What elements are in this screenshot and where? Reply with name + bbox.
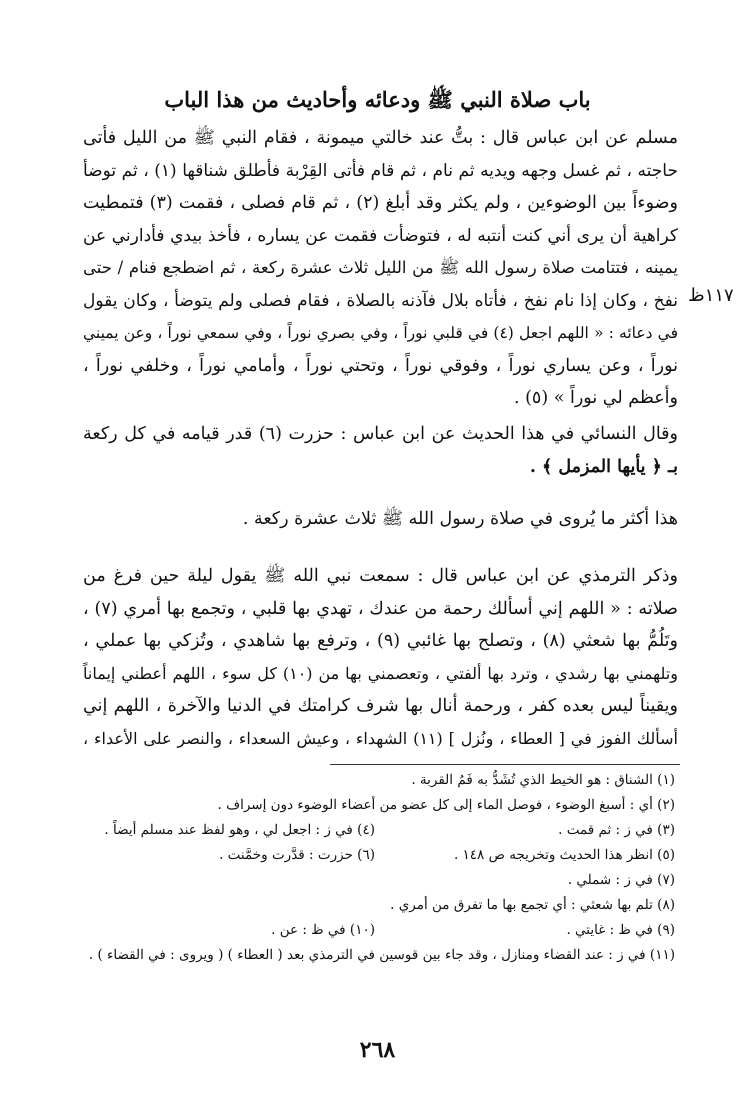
- text-line: هذا أكثر ما يُروى في صلاة رسول الله ﷺ ثلاث عشرة ركعة .: [242, 509, 678, 529]
- text-line: كراهية أن يرى أني كنت أنتبه له ، فتوضأت فقمت عن يساره ، فأخذ بيدي فأدارني عن: [83, 225, 678, 246]
- footnote-2: (٢) أي : أسبغ الوضوء ، فوصل الماء إلى كل عضو من أعضاء الوضوء دون إسراف .: [217, 797, 675, 813]
- paragraph-tirmidhi: [83, 560, 678, 755]
- text-line: مسلم عن ابن عباس قال : بتُّ عند خالتي ميمونة ، فقام النبي ﷺ من الليل فأتى: [83, 128, 678, 148]
- footnote-11: (١١) في ز : عند القضاء ومنازل ، وقد جاء بين قوسين في الترمذي بعد ( العطاء ) ( ويروى : في القضاء ) .: [88, 947, 675, 963]
- footnote-9: (٩) في ظ : غايتي .: [566, 922, 675, 938]
- footnote-7: (٧) في ز : شملي .: [567, 872, 675, 888]
- text-line: وأعظم لي نوراً » (٥) .: [513, 388, 678, 408]
- footnote-10: (١٠) في ظ : عن .: [271, 922, 375, 938]
- paragraph-nasai: [83, 418, 678, 483]
- text-line: وضوءاً بين الوضوءين ، ولم يكثر وقد أبلغ (٢) ، ثم قام فصلى ، فقمت (٣) فتمطيت: [83, 193, 678, 213]
- text-line: صلاته : « اللهم إني أسألك رحمة من عندك ، تهدي بها قلبي ، وتجمع بها أمري (٧) ،: [83, 598, 678, 619]
- paragraph-summary: [83, 503, 678, 536]
- footnote-separator: [330, 764, 680, 765]
- footnote-4: (٤) في ز : اجعل لي ، وهو لفظ عند مسلم أيضاً .: [104, 822, 375, 838]
- footnote-1: (١) الشناق : هو الخيط الذي تُشَدُّ به فَمُ القربة .: [411, 772, 675, 788]
- text-line: يمينه ، فتتامت صلاة رسول الله ﷺ من الليل ثلاث عشرة ركعة ، ثم اضطجع فنام / حتى: [83, 258, 678, 277]
- text-line: حاجته ، ثم غسل وجهه ويديه ثم نام ، ثم قام فأتى القِرْبة فأطلق شناقها (١) ، ثم توضأ: [83, 160, 678, 181]
- chapter-title: باب صلاة النبي ﷺ ودعائه وأحاديث من هذا الباب: [164, 87, 591, 112]
- text-line: ويقيناً ليس بعده كفر ، ورحمة أنال بها شرف كرامتك في الدنيا والآخرة ، اللهم إني: [83, 696, 678, 716]
- text-line: وتَلُمُّ بها شعثي (٨) ، وتصلح بها غائبي (٩) ، وترفع بها شاهدي ، وتُزكي بها عملي ،: [83, 631, 678, 651]
- text-line: في دعائه : « اللهم اجعل (٤) في قلبي نوراً ، وفي بصري نوراً ، وفي سمعي نوراً ، وعن يميني: [83, 324, 678, 342]
- manuscript-folio-note: ١١٧ظ: [688, 285, 734, 306]
- text-line: وقال النسائي في هذا الحديث عن ابن عباس : حزرت (٦) قدر قيامه في كل ركعة: [83, 424, 678, 444]
- paragraph-muslim-hadith: [83, 122, 678, 415]
- footnote-5: (٥) انظر هذا الحديث وتخريجه ص ١٤٨ .: [453, 847, 675, 863]
- text-line: نفخ ، وكان إذا نام نفخ ، فأتاه بلال فآذنه بالصلاة ، فقام فصلى ولم يتوضأ ، وكان يقول: [83, 290, 678, 311]
- page-number: ٢٦٨: [359, 1037, 396, 1063]
- text-line: نوراً ، وعن يساري نوراً ، وفوقي نوراً ، وتحتي نوراً ، وأمامي نوراً ، وخلفي نوراً ،: [83, 355, 678, 376]
- footnote-6: (٦) حزرت : قدَّرت وخمَّنت .: [219, 847, 375, 863]
- footnote-8: (٨) تلم بها شعثي : أي تجمع بها ما تفرق من أمري .: [390, 897, 675, 913]
- text-line: وذكر الترمذي عن ابن عباس قال : سمعت نبي الله ﷺ يقول ليلة حين فرغ من: [83, 566, 678, 586]
- text-line: أسألك الفوز في [ العطاء ، ونُزل ] (١١) الشهداء ، وعيش السعداء ، والنصر على الأعداء ،: [83, 728, 679, 748]
- text-line: بـ ﴿ يأيها المزمل ﴾ .: [529, 456, 678, 477]
- footnote-3: (٣) في ز : ثم قمت .: [558, 822, 675, 838]
- text-line: وتلهمني بها رشدي ، وترد بها ألفتي ، وتعصمني بها من (١٠) كل سوء ، اللهم أعطني إيماناً: [83, 663, 679, 683]
